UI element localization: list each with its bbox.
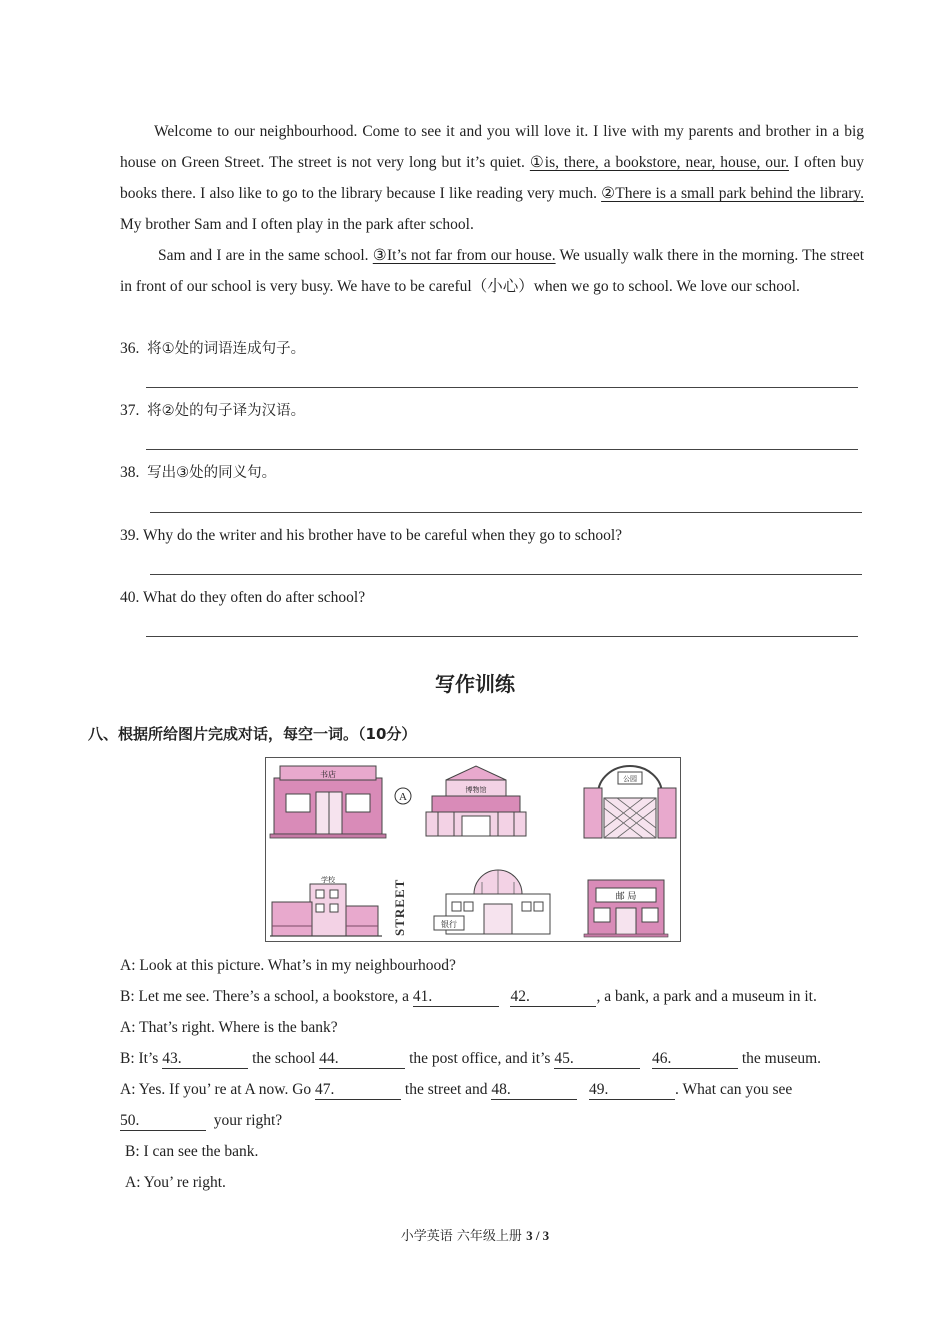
- underlined-sentence-3: ③It’s not far from our house.: [372, 247, 556, 264]
- question-number: 40.: [120, 589, 140, 606]
- question-39: [120, 525, 622, 547]
- question-36: [120, 338, 305, 360]
- section-title: 写作训练: [435, 672, 515, 696]
- street-label: STREET: [392, 878, 407, 936]
- neighbourhood-map: [265, 757, 681, 942]
- question-text: Why do the writer and his brother have to be careful when they go to school?: [142, 527, 623, 544]
- underlined-sentence-2: ②There is a small park behind the library.: [601, 185, 864, 202]
- bank-sign: 银行: [441, 920, 457, 929]
- dialogue-text: , a bank, a park and a museum in it.: [596, 988, 817, 1005]
- dialogue-text: B: It’s: [120, 1050, 163, 1067]
- blank-46[interactable]: [652, 1050, 738, 1069]
- question-text: What do they often do after school?: [142, 589, 366, 606]
- museum-sign: 博物馆: [465, 786, 487, 794]
- blank-48[interactable]: [491, 1081, 577, 1100]
- blank-44[interactable]: [319, 1050, 405, 1069]
- blank-number: 46.: [651, 1050, 672, 1067]
- underlined-sentence-1: ①is, there, a bookstore, near, house, our.: [529, 154, 789, 171]
- section-8-heading: 八、根据所给图片完成对话，每空一词。（10分）: [88, 725, 417, 743]
- dialogue-text: the school: [248, 1050, 320, 1067]
- blank-number: 49.: [589, 1081, 609, 1098]
- blank-number: 50.: [120, 1112, 140, 1129]
- dialogue-text: A: You’ re right.: [125, 1174, 226, 1191]
- blank-49[interactable]: [589, 1081, 675, 1100]
- dialogue-text: B: I can see the bank.: [125, 1143, 259, 1160]
- post-office-sign: 邮 局: [615, 892, 637, 902]
- dialogue-text: the street and: [401, 1081, 492, 1098]
- blank-number: 45.: [554, 1050, 574, 1067]
- passage-paragraph-1: [120, 116, 864, 240]
- dialogue-line-6: [120, 1110, 282, 1132]
- answer-line-37[interactable]: [146, 449, 858, 450]
- page-footer: [0, 1225, 950, 1244]
- passage-text: My brother Sam and I often play in the park after school.: [120, 216, 474, 233]
- blank-number: 44.: [319, 1050, 339, 1067]
- page-number: 3 / 3: [526, 1228, 550, 1243]
- blank-47[interactable]: [315, 1081, 401, 1100]
- dialogue-text: . What can you see: [675, 1081, 793, 1098]
- question-37: [120, 400, 305, 422]
- blank-50[interactable]: [120, 1112, 206, 1131]
- passage-text: We usually walk there in the morning. The street in front of our school is very busy. We have to be careful（小心）when we go to school. We love our school.: [120, 247, 865, 295]
- blank-41[interactable]: [413, 988, 499, 1007]
- answer-line-40[interactable]: [146, 636, 858, 637]
- dialogue-text: A: That’s right. Where is the bank?: [120, 1019, 338, 1036]
- dialogue-line-7: [125, 1141, 258, 1163]
- blank-number: 43.: [162, 1050, 182, 1067]
- dialogue-line-8: [125, 1172, 226, 1194]
- bookstore-sign: 书店: [320, 770, 336, 779]
- dialogue-text: the post office, and it’s: [405, 1050, 555, 1067]
- blank-number: 48.: [491, 1081, 511, 1098]
- answer-line-38[interactable]: [150, 512, 862, 513]
- dialogue-text: A: Look at this picture. What’s in my neighbourhood?: [120, 957, 456, 974]
- footer-label: 小学英语 六年级上册: [400, 1229, 527, 1244]
- post-office-building: [584, 880, 668, 937]
- question-text: 将②处的句子译为汉语。: [147, 403, 306, 419]
- dialogue-line-5: [120, 1079, 792, 1101]
- museum-building: [426, 766, 526, 836]
- answer-line-39[interactable]: [150, 574, 862, 575]
- blank-number: 41.: [412, 988, 433, 1005]
- dialogue-line-4: [120, 1048, 821, 1070]
- dialogue-line-2: [120, 986, 817, 1008]
- passage-text: Sam and I are in the same school.: [158, 247, 373, 264]
- blank-42[interactable]: [510, 988, 596, 1007]
- blank-number: 42.: [510, 988, 530, 1005]
- question-number: 36.: [120, 340, 140, 357]
- neighbourhood-illustration: [266, 758, 679, 940]
- dialogue-text: the museum.: [737, 1050, 822, 1067]
- question-40: [120, 587, 365, 609]
- question-38: [120, 462, 276, 484]
- park-sign: 公园: [623, 775, 637, 783]
- dialogue-text: your right?: [209, 1112, 283, 1129]
- blank-45[interactable]: [554, 1050, 640, 1069]
- question-number: 39.: [120, 527, 140, 544]
- passage-paragraph-2: [120, 240, 864, 302]
- answer-line-36[interactable]: [146, 387, 858, 388]
- school-sign: 学校: [321, 876, 335, 884]
- question-number: 37.: [120, 402, 140, 419]
- question-text: 写出③处的同义句。: [147, 465, 277, 481]
- dialogue-text: B: Let me see. There’s a school, a bookstore, a: [120, 988, 413, 1005]
- dialogue-line-1: [120, 955, 456, 977]
- passage-text: Welcome to our neighbourhood. Come to see it and you will love it. I live with my parents and brother in a big house on Green Street. The street is not very long but it’s quiet.: [120, 123, 864, 171]
- school-building: [270, 884, 382, 936]
- dialogue-line-3: [120, 1017, 338, 1039]
- location-a-label: A: [399, 791, 407, 803]
- question-number: 38.: [120, 464, 140, 481]
- blank-number: 47.: [315, 1081, 335, 1098]
- question-text: 将①处的词语连成句子。: [147, 341, 306, 357]
- blank-43[interactable]: [162, 1050, 248, 1069]
- passage-text: I often buy books there. I also like to go to the library because I like reading very much.: [120, 154, 864, 202]
- dialogue-text: A: Yes. If you’ re at A now. Go: [120, 1081, 316, 1098]
